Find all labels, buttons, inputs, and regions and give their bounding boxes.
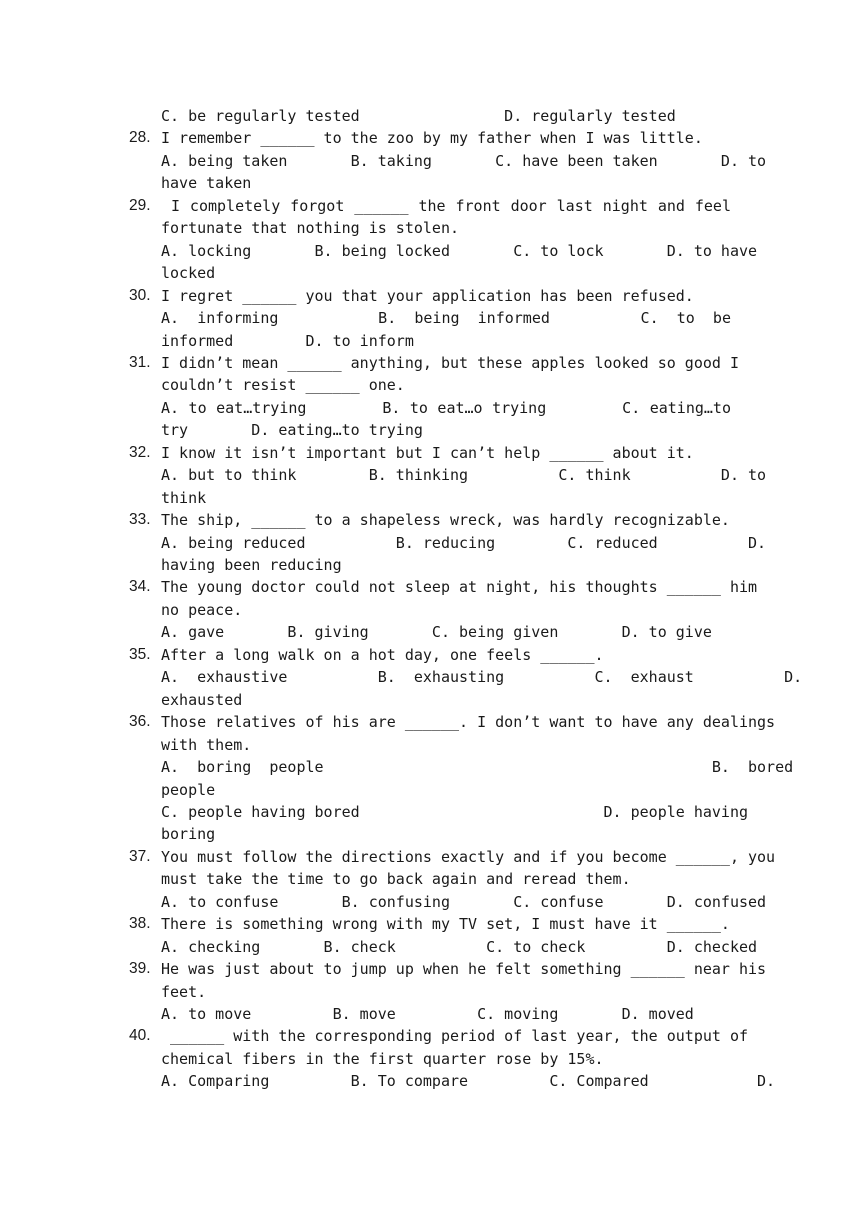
text-line: A. boring people B. bored	[161, 758, 794, 776]
question-number: 28.	[129, 129, 151, 146]
text-line: think	[161, 489, 207, 507]
question-stem: You must follow the directions exactly and if you become ______, you	[161, 848, 776, 866]
text-line: feet.	[161, 983, 207, 1001]
question-stem: There is something wrong with my TV set, I must have it ______.	[161, 915, 730, 933]
question-number: 34.	[129, 578, 151, 595]
text-line: A. exhaustive B. exhausting C. exhaust D.	[161, 668, 803, 686]
question-number: 33.	[129, 511, 151, 528]
text-line: A. being reduced B. reducing C. reduced D.	[161, 534, 767, 552]
question-stem: I remember ______ to the zoo by my father when I was little.	[161, 129, 703, 147]
text-line: locked	[161, 264, 216, 282]
question-stem: After a long walk on a hot day, one feels ______.	[161, 646, 604, 664]
text-line: A. being taken B. taking C. have been taken D. to	[161, 152, 767, 170]
question-number: 32.	[129, 444, 151, 461]
question-stem: The young doctor could not sleep at night, his thoughts ______ him	[161, 578, 758, 596]
text-line: A. informing B. being informed C. to be	[161, 309, 731, 327]
text-line: chemical fibers in the first quarter rose by 15%.	[161, 1050, 604, 1068]
question-stem: I completely forgot ______ the front door last night and feel	[161, 197, 731, 215]
question-stem: I know it isn’t important but I can’t help ______ about it.	[161, 444, 694, 462]
question-stem: Those relatives of his are ______. I don’t want to have any dealings	[161, 713, 776, 731]
text-line: A. Comparing B. To compare C. Compared D.	[161, 1072, 776, 1090]
question-number: 29.	[129, 197, 151, 214]
text-line: boring	[161, 825, 216, 843]
text-line: A. to eat…trying B. to eat…o trying C. eating…to	[161, 399, 731, 417]
text-line: people	[161, 781, 216, 799]
question-number: 36.	[129, 713, 151, 730]
question-stem: ______ with the corresponding period of last year, the output of	[161, 1027, 748, 1045]
text-line: couldn’t resist ______ one.	[161, 376, 405, 394]
text-line: no peace.	[161, 601, 243, 619]
text-line: A. locking B. being locked C. to lock D. to have	[161, 242, 758, 260]
text-line: A. gave B. giving C. being given D. to give	[161, 623, 712, 641]
question-stem: I regret ______ you that your application has been refused.	[161, 287, 694, 305]
question-number: 40.	[129, 1027, 151, 1044]
text-line: A. to confuse B. confusing C. confuse D. confused	[161, 893, 767, 911]
text-line: fortunate that nothing is stolen.	[161, 219, 460, 237]
question-stem: He was just about to jump up when he felt something ______ near his	[161, 960, 767, 978]
question-stem: I didn’t mean ______ anything, but these apples looked so good I	[161, 354, 739, 372]
text-line: with them.	[161, 736, 252, 754]
text-line: have taken	[161, 174, 252, 192]
question-stem: The ship, ______ to a shapeless wreck, was hardly recognizable.	[161, 511, 730, 529]
question-number: 31.	[129, 354, 151, 371]
text-line: try D. eating…to trying	[161, 421, 423, 439]
text-line: A. to move B. move C. moving D. moved	[161, 1005, 694, 1023]
text-line: C. be regularly tested D. regularly tested	[161, 107, 676, 125]
question-number: 37.	[129, 848, 151, 865]
text-line: must take the time to go back again and reread them.	[161, 870, 631, 888]
text-line: informed D. to inform	[161, 332, 414, 350]
question-number: 35.	[129, 646, 151, 663]
text-line: C. people having bored D. people having	[161, 803, 748, 821]
text-line: A. but to think B. thinking C. think D. to	[161, 466, 767, 484]
question-number: 30.	[129, 287, 151, 304]
text-line: exhausted	[161, 691, 243, 709]
question-number: 38.	[129, 915, 151, 932]
text-line: A. checking B. check C. to check D. checked	[161, 938, 758, 956]
text-line: having been reducing	[161, 556, 342, 574]
question-number: 39.	[129, 960, 151, 977]
